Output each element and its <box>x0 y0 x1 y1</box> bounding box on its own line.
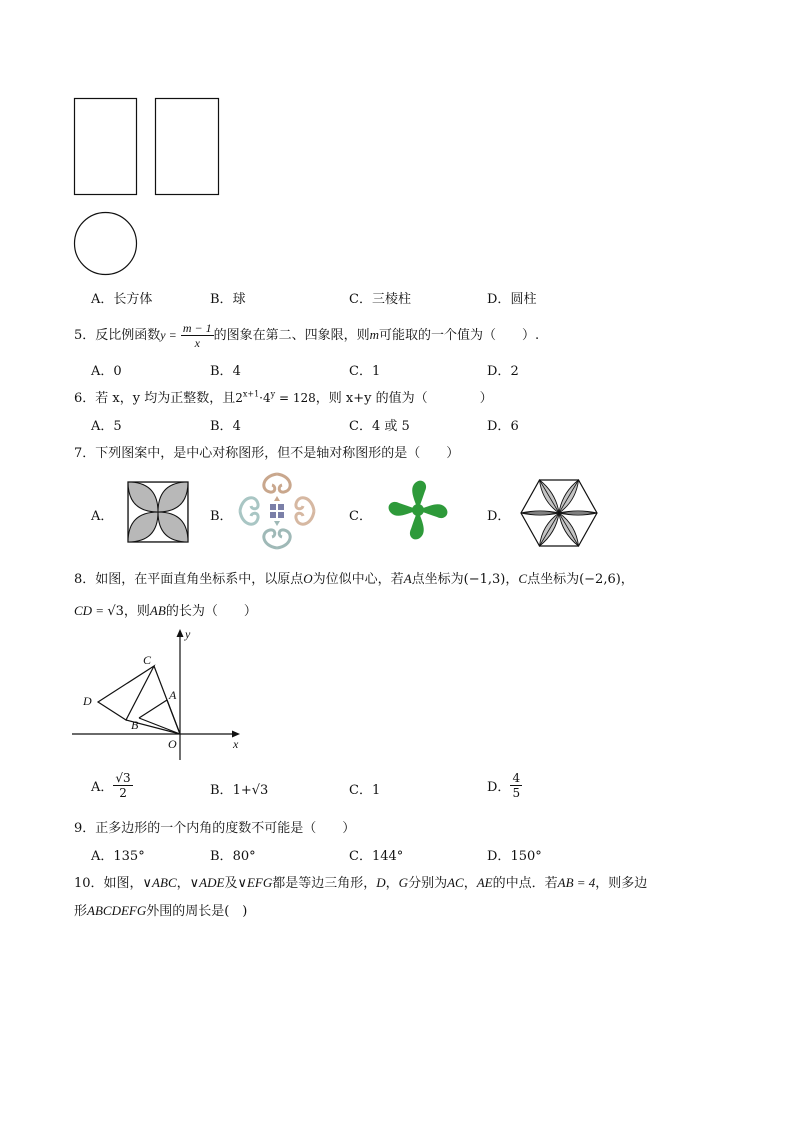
q7-stem: 7．下列图案中，是中心对称图形，但不是轴对称图形的是（ ） <box>74 446 460 461</box>
q9-stem: 9．正多边形的一个内角的度数不可能是（ ） <box>74 821 356 836</box>
q9-option-d[interactable]: D．150° <box>487 849 542 864</box>
q7-pattern-a-four-petal-square <box>127 481 189 543</box>
q8-option-b[interactable]: B．1+√3 <box>210 783 269 798</box>
side-view-rectangle <box>155 98 219 196</box>
top-view-circle <box>73 212 139 276</box>
q9-option-c[interactable]: C．144° <box>349 849 404 864</box>
origin-label: O <box>168 737 177 751</box>
q4-option-d[interactable]: D．圆柱 <box>487 292 537 307</box>
q5-option-d[interactable]: D．2 <box>487 364 519 379</box>
q5-option-b[interactable]: B．4 <box>210 364 241 379</box>
q4-option-a[interactable]: A．长方体 <box>91 292 153 307</box>
point-b-label: B <box>131 718 139 732</box>
q6-option-b[interactable]: B．4 <box>210 419 241 434</box>
q7-pattern-c-pinwheel <box>385 477 451 543</box>
q5-option-c[interactable]: C．1 <box>349 364 381 379</box>
q8-stem-line1: 8．如图，在平面直角坐标系中，以原点O为位似中心，若A点坐标为(−1,3)，C点坐标为(−2,6)， <box>74 571 634 587</box>
front-view-rectangle <box>74 98 137 196</box>
q7-option-c-label[interactable]: C． <box>349 509 372 524</box>
q6-option-d[interactable]: D．6 <box>487 419 519 434</box>
q5-fraction: $\frac{m - 1}{x}$ <box>182 321 212 350</box>
q4-option-c[interactable]: C．三棱柱 <box>349 292 411 307</box>
q9-option-a[interactable]: A．135° <box>91 849 145 864</box>
q8-option-a[interactable]: A． $\frac{√3}{2}$ <box>91 771 131 800</box>
point-d-label: D <box>83 694 92 708</box>
q8-option-d[interactable]: D． $\frac{4}{5}$ <box>487 771 521 800</box>
q7-option-b-label[interactable]: B． <box>210 509 233 524</box>
x-axis-label: x <box>233 737 239 751</box>
q7-option-a-label[interactable]: A． <box>91 509 114 524</box>
q7-pattern-b-ornament <box>232 466 322 556</box>
q9-option-b[interactable]: B．80° <box>210 849 256 864</box>
q7-option-d-label[interactable]: D． <box>487 509 511 524</box>
point-a-label: A <box>169 688 177 702</box>
q6-stem: 6．若 x，y 均为正整数，且$2^{x+1}\cdot 4^y = 128$，则 x+y 的值为（ ） <box>74 389 493 406</box>
q10-stem-line2: 形ABCDEFG外围的周长是( ) <box>74 903 248 919</box>
q8-stem-line2: CD = √3，则AB的长为（ ） <box>74 603 257 619</box>
q5-stem: 5．反比例函数y = $\frac{m - 1}{x}$ 的图象在第二、四象限，则m可能取的一个值为（ ）. <box>74 321 540 350</box>
point-c-label: C <box>143 653 152 667</box>
q8-option-c[interactable]: C．1 <box>349 783 381 798</box>
q8-coordinate-figure <box>70 624 260 764</box>
q10-stem-line1: 10．如图，∨ABC，∨ADE及∨EFG都是等边三角形，D，G分别为AC，AE的中点．若AB = 4，则多边 <box>74 875 648 891</box>
q5-option-a[interactable]: A．0 <box>91 364 122 379</box>
y-axis-label: y <box>185 627 191 641</box>
q6-option-c[interactable]: C．4 或 5 <box>349 419 410 434</box>
q7-pattern-d-hexagon-flower <box>520 479 598 547</box>
q6-option-a[interactable]: A．5 <box>91 419 122 434</box>
q4-option-b[interactable]: B．球 <box>210 292 246 307</box>
